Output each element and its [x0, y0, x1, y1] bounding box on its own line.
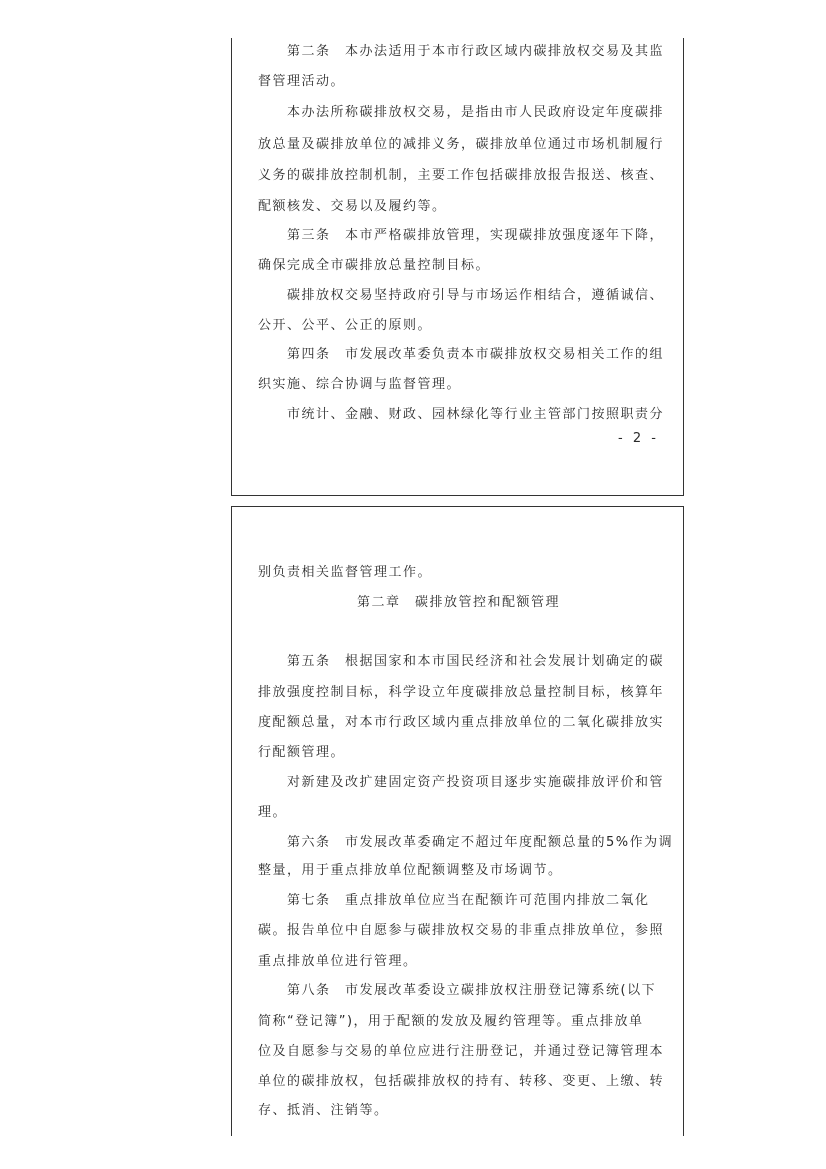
text-line: 配额核发、交易以及履约等。: [258, 199, 447, 214]
text-line: 公开、公平、公正的原则。: [258, 318, 433, 333]
document-page-1: [231, 38, 684, 496]
text-line: 第二条 本办法适用于本市行政区域内碳排放权交易及其监: [287, 44, 665, 59]
text-line: 存、抵消、注销等。: [258, 1103, 389, 1118]
text-line: 整量，用于重点排放单位配额调整及市场调节。: [258, 863, 563, 878]
text-line: 简称“登记簿”)，用于配额的发放及履约管理等。重点排放单: [258, 1014, 644, 1029]
text-line: 义务的碳排放控制机制，主要工作包括碳排放报告报送、核查、: [258, 168, 665, 183]
text-line: 重点排放单位进行管理。: [258, 954, 418, 969]
text-line: 第五条 根据国家和本市国民经济和社会发展计划确定的碳: [287, 654, 665, 669]
text-line: 第七条 重点排放单位应当在配额许可范围内排放二氧化: [287, 893, 650, 908]
chapter-title: 第二章 碳排放管控和配额管理: [356, 595, 560, 610]
text-line: 别负责相关监督管理工作。: [258, 565, 433, 580]
text-line: 单位的碳排放权，包括碳排放权的持有、转移、变更、上缴、转: [258, 1074, 665, 1089]
text-line: 第三条 本市严格碳排放管理，实现碳排放强度逐年下降，: [287, 228, 665, 243]
text-line: 第八条 市发展改革委设立碳排放权注册登记簿系统(以下: [287, 983, 657, 998]
text-line: 排放强度控制目标，科学设立年度碳排放总量控制目标，核算年: [258, 685, 665, 700]
text-line: 行配额管理。: [258, 745, 346, 760]
text-line: 第四条 市发展改革委负责本市碳排放权交易相关工作的组: [287, 347, 665, 362]
text-line: 织实施、综合协调与监督管理。: [258, 377, 462, 392]
text-line: 确保完成全市碳排放总量控制目标。: [258, 258, 491, 273]
text-line: 对新建及改扩建固定资产投资项目逐步实施碳排放评价和管: [287, 775, 665, 790]
text-line: 度配额总量，对本市行政区域内重点排放单位的二氧化碳排放实: [258, 715, 665, 730]
page-number: - 2 -: [618, 431, 659, 446]
document-page-2: [231, 506, 684, 1136]
text-line: 碳。报告单位中自愿参与碳排放权交易的非重点排放单位，参照: [258, 923, 665, 938]
text-line: 第六条 市发展改革委确定不超过年度配额总量的5%作为调: [287, 835, 674, 850]
text-line: 督管理活动。: [258, 74, 346, 89]
text-line: 理。: [258, 805, 288, 820]
text-line: 放总量及碳排放单位的减排义务，碳排放单位通过市场机制履行: [258, 137, 665, 152]
text-line: 本办法所称碳排放权交易，是指由市人民政府设定年度碳排: [287, 105, 665, 120]
text-line: 位及自愿参与交易的单位应进行注册登记，并通过登记簿管理本: [258, 1044, 665, 1059]
text-line: 碳排放权交易坚持政府引导与市场运作相结合，遵循诚信、: [287, 288, 665, 303]
text-line: 市统计、金融、财政、园林绿化等行业主管部门按照职责分: [287, 407, 665, 422]
